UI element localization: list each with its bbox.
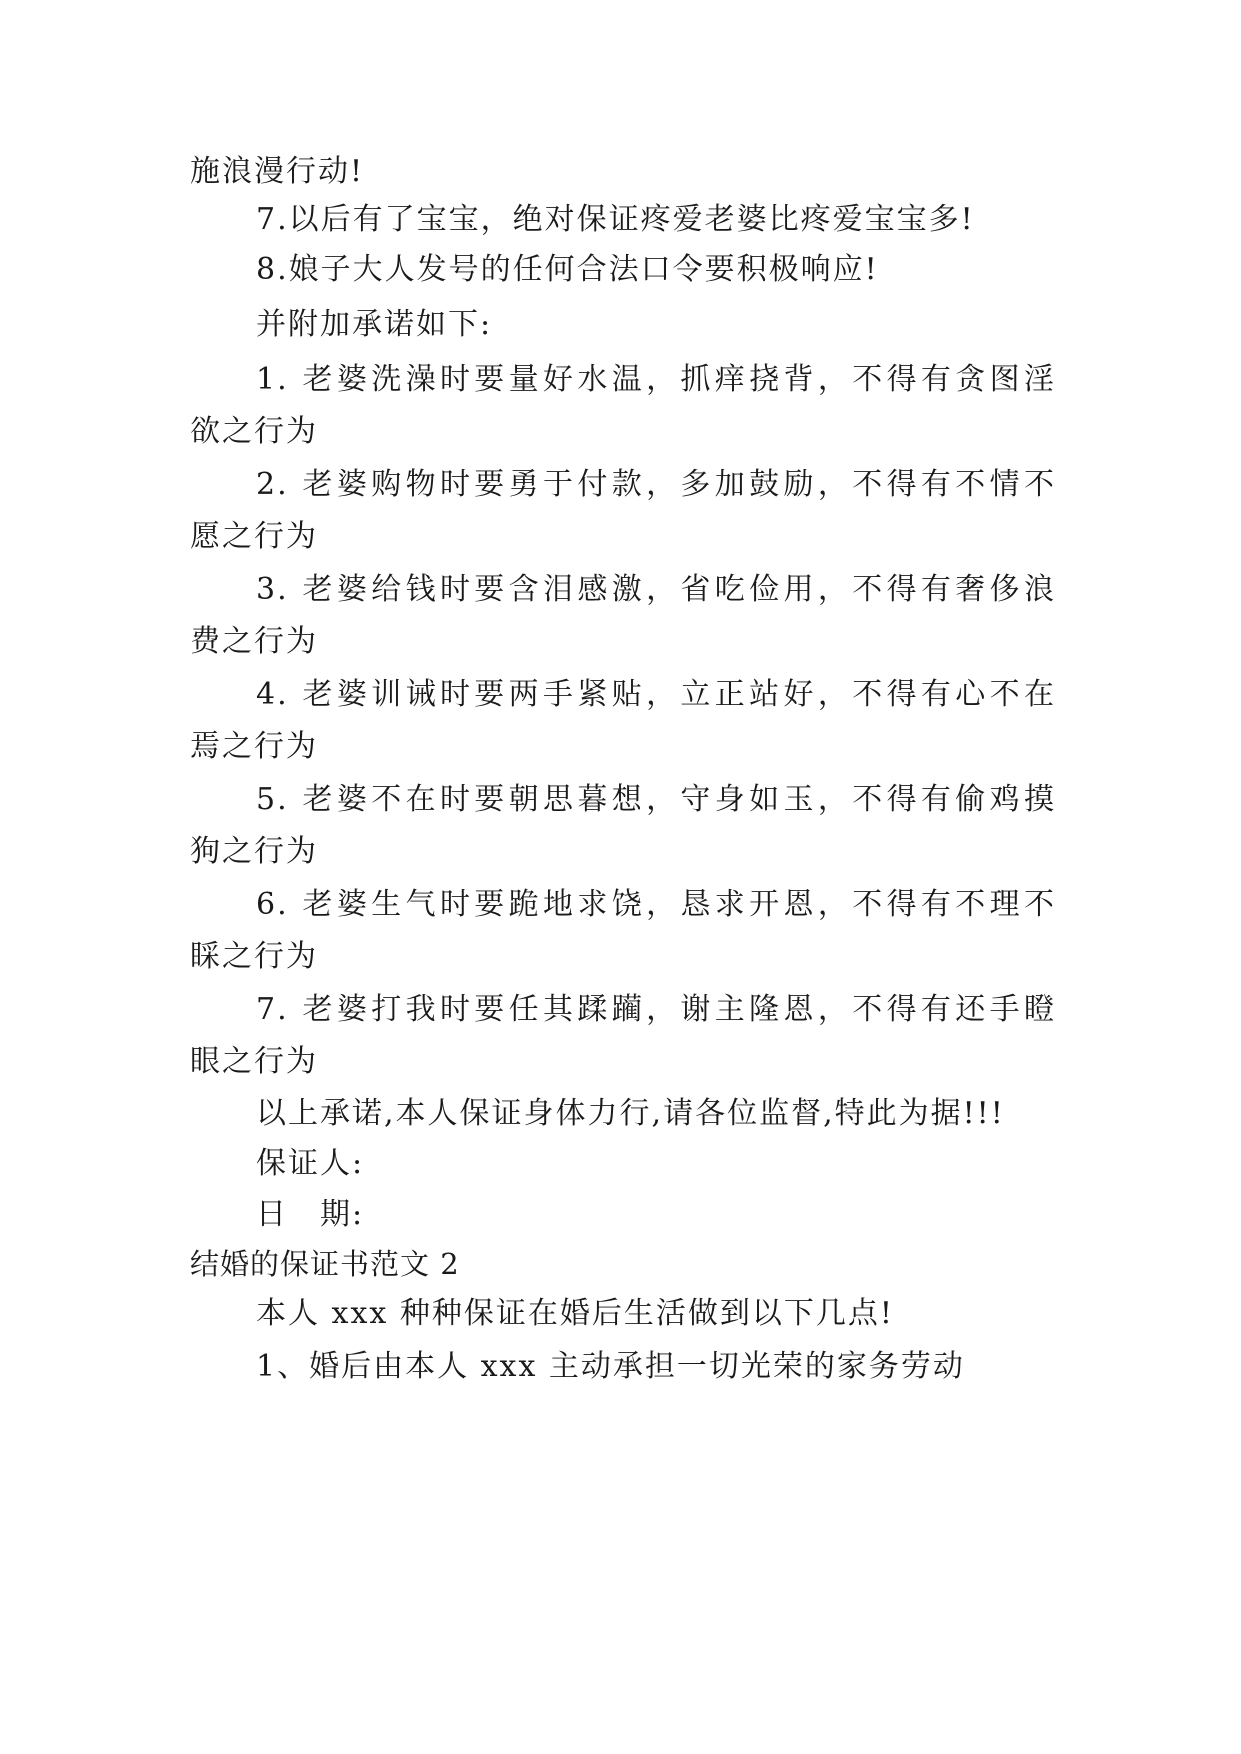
text-line: 并附加承诺如下: <box>256 307 493 342</box>
text-line: 7. 老婆打我时要任其蹂躏，谢主隆恩，不得有还手瞪 <box>256 992 1056 1027</box>
text-line: 1. 老婆洗澡时要量好水温，抓痒挠背，不得有贪图淫 <box>256 362 1056 397</box>
text-line: 4. 老婆训诫时要两手紧贴，立正站好，不得有心不在 <box>256 677 1056 712</box>
text-line: 睬之行为 <box>190 939 318 974</box>
text-line: 5. 老婆不在时要朝思暮想，守身如玉，不得有偷鸡摸 <box>256 782 1056 817</box>
text-line: 3. 老婆给钱时要含泪感激，省吃俭用，不得有奢侈浪 <box>256 572 1056 607</box>
text-line: 8.娘子大人发号的任何合法口令要积极响应! <box>256 252 879 287</box>
text-line: 日 期: <box>256 1197 365 1232</box>
text-line: 焉之行为 <box>190 729 318 764</box>
text-line: 欲之行为 <box>190 414 318 449</box>
text-line: 狗之行为 <box>190 834 318 869</box>
text-line: 愿之行为 <box>190 519 318 554</box>
section-heading: 结婚的保证书范文 2 <box>190 1247 460 1281</box>
text-line: 1、婚后由本人 xxx 主动承担一切光荣的家务劳动 <box>256 1349 965 1384</box>
text-line: 6. 老婆生气时要跪地求饶，恳求开恩，不得有不理不 <box>256 887 1056 922</box>
text-line: 以上承诺,本人保证身体力行,请各位监督,特此为据!!! <box>256 1096 1005 1131</box>
text-line: 保证人: <box>256 1146 365 1181</box>
text-line: 7.以后有了宝宝，绝对保证疼爱老婆比疼爱宝宝多! <box>256 202 975 237</box>
text-line: 本人 xxx 种种保证在婚后生活做到以下几点! <box>256 1296 894 1331</box>
text-line: 费之行为 <box>190 624 318 659</box>
text-line: 2. 老婆购物时要勇于付款，多加鼓励，不得有不情不 <box>256 467 1056 502</box>
text-line: 施浪漫行动! <box>190 154 365 189</box>
text-line: 眼之行为 <box>190 1044 318 1079</box>
